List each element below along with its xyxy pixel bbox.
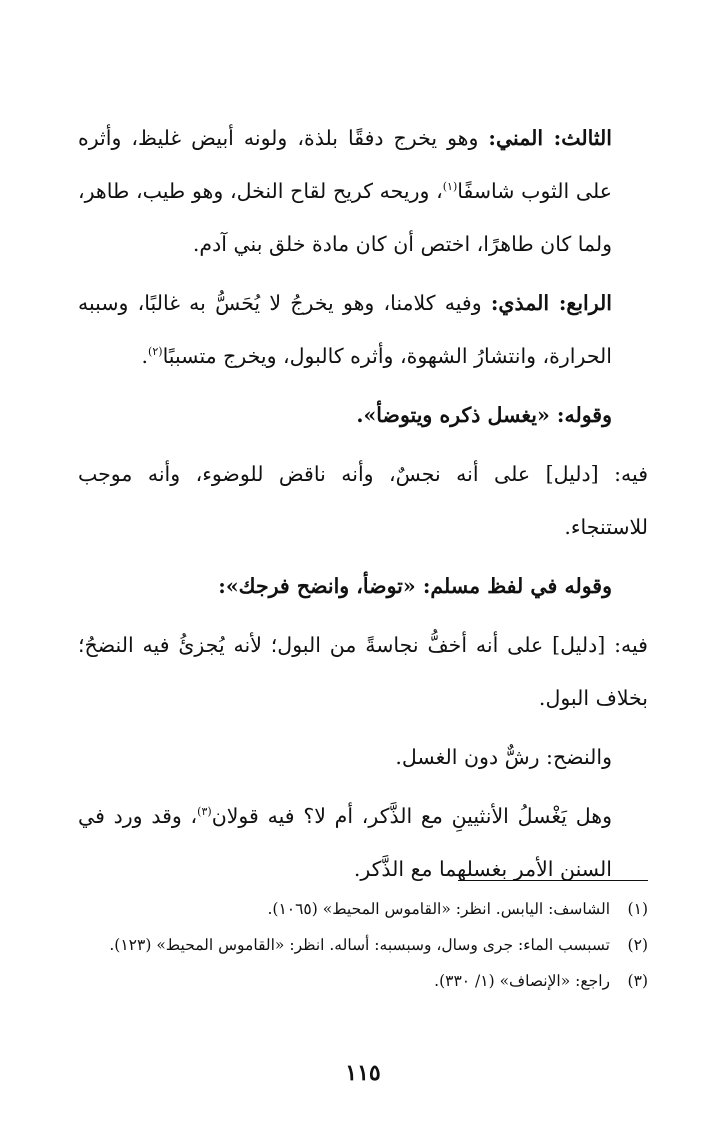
footnote-text: الشاسف: اليابس. انظر: «القاموس المحيط» (١٠٦٥). (267, 900, 610, 918)
term-heading: الرابع: المذي: (490, 291, 613, 315)
paragraph-text: فيه: [دليل] على أنه أخفُّ نجاسةً من البول؛ لأنه يُجزئُ فيه النضحُ؛ بخلاف البول. (78, 633, 648, 710)
paragraph-text: وفيه كلامنا، وهو يخرجُ لا يُحَسُّ به غالبًا، وسببه الحرارة، وانتشارُ الشهوة، وأثره كالبول، ويخرج متسببًا (78, 291, 612, 368)
footnote-divider (458, 880, 648, 881)
paragraph-evidence-2 (78, 619, 648, 725)
footnote-ref[interactable]: (٣) (197, 805, 212, 819)
quote-heading: وقوله: «يغسل ذكره ويتوضأ». (356, 403, 612, 427)
term-heading: الثالث: المني: (488, 126, 613, 150)
footnote-text: تسبسب الماء: جرى وسال، وسبسبه: أساله. انظر: «القاموس المحيط» (١٢٣). (109, 936, 610, 954)
paragraph-text: وهل يَغْسلُ الأنثيينِ مع الذَّكر، أم لا؟ فيه قولان (211, 804, 612, 828)
paragraph-text: والنضح: رشٌّ دون الغسل. (395, 745, 612, 769)
paragraph-text: ، وقد ورد في السنن الأمر بغسلهما مع الذَّكر. (78, 804, 612, 881)
paragraph-mani (78, 112, 648, 271)
paragraph-text: . (141, 344, 149, 368)
footnote-ref[interactable]: (٢) (148, 345, 163, 359)
footnote-number: (١) (627, 900, 648, 918)
paragraph-definition (78, 731, 648, 784)
footnote-item (78, 928, 648, 962)
footnotes (78, 892, 648, 1000)
main-text (78, 112, 648, 902)
paragraph-quote-1 (78, 389, 648, 442)
paragraph-madhi (78, 277, 648, 383)
page-number: ١١٥ (345, 1060, 381, 1086)
footnote-number: (٣) (627, 972, 648, 990)
footnote-ref[interactable]: (١) (442, 180, 458, 194)
paragraph-text: وهو يخرج دفقًا بلذة، ولونه أبيض غليظ، وأثره على الثوب شاسفًا (78, 126, 612, 203)
footnote-text: راجع: «الإنصاف» (١/ ٣٣٠). (434, 972, 610, 990)
paragraph-evidence-1 (78, 448, 648, 554)
paragraph-text: ، وريحه كريح لقاح النخل، وهو طيب، طاهر، ولما كان طاهرًا، اختص أن كان مادة خلق بني آدم. (78, 179, 612, 256)
paragraph-text: فيه: [دليل] على أنه نجسٌ، وأنه ناقض للوضوء، وأنه موجب للاستنجاء. (78, 462, 648, 539)
footnote-item (78, 892, 648, 926)
paragraph-quote-2 (78, 560, 648, 613)
quote-heading: وقوله في لفظ مسلم: «توضأ، وانضح فرجك»: (218, 574, 612, 598)
footnote-item (78, 964, 648, 998)
footnote-number: (٢) (627, 936, 648, 954)
